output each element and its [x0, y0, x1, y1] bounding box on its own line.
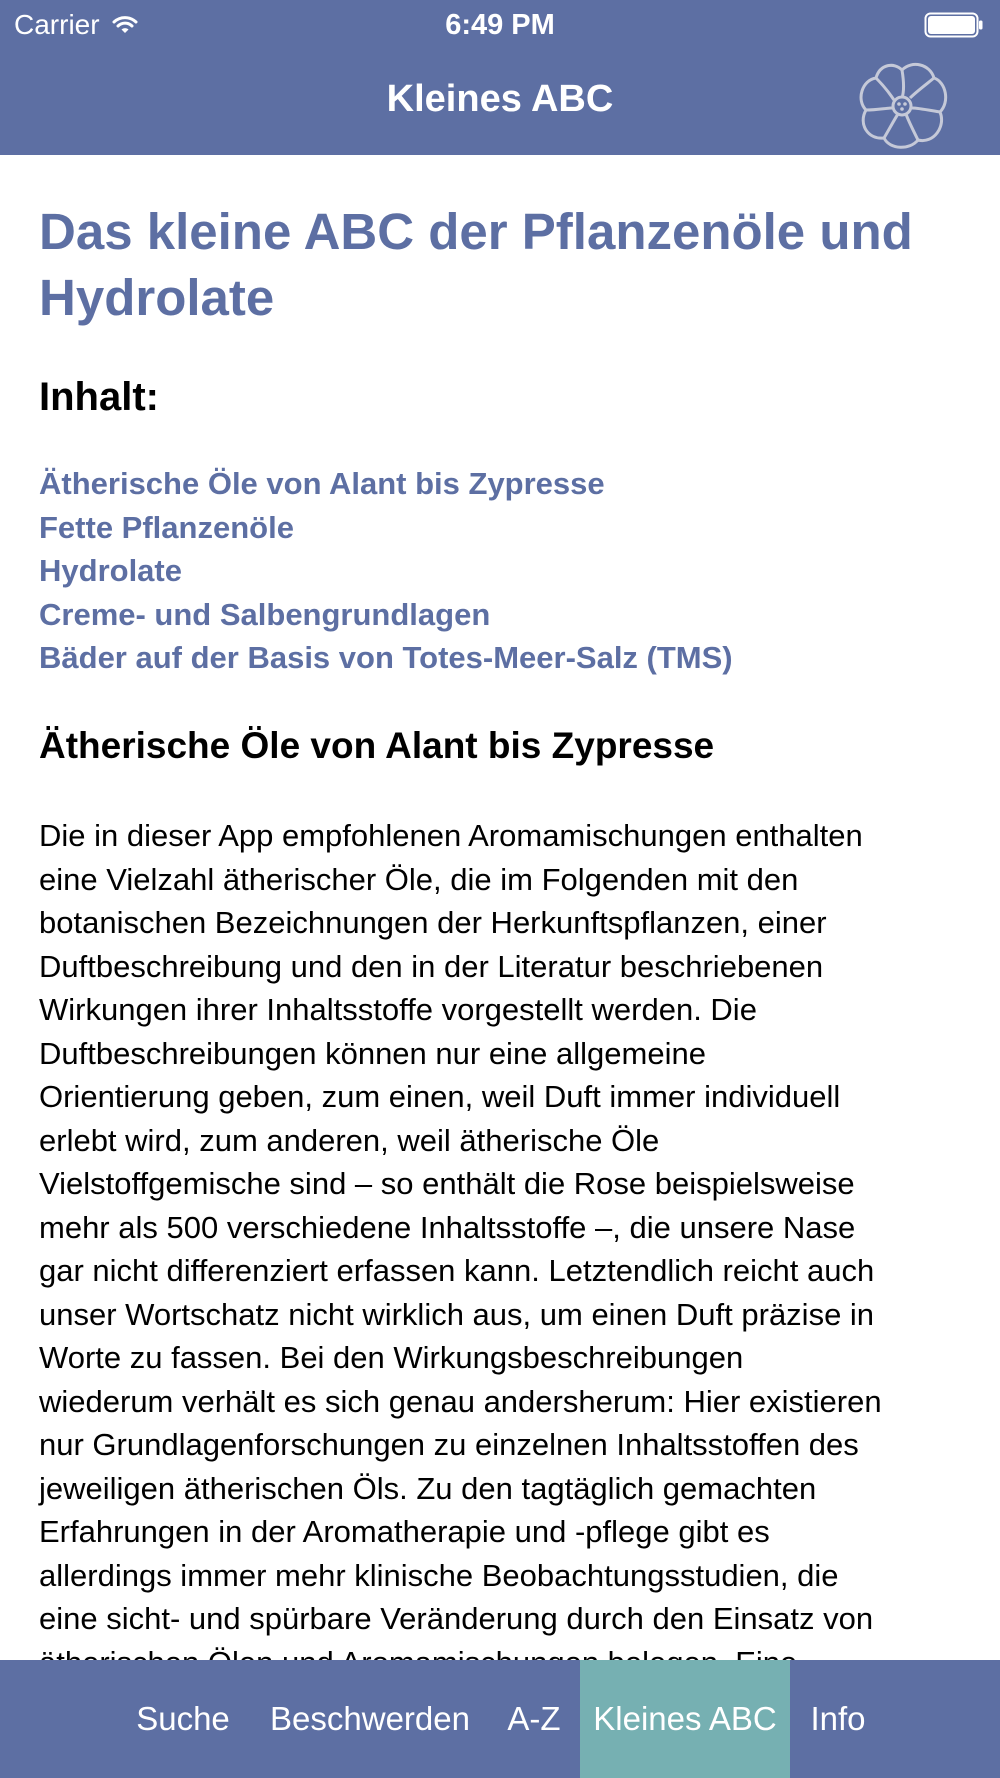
tab-beschwerden[interactable]: Beschwerden: [270, 1700, 470, 1737]
body-line: nur Grundlagenforschungen zu einzelnen Inhaltsstoffen des: [39, 1427, 859, 1462]
table-of-contents: [39, 462, 733, 680]
body-line: erlebt wird, zum anderen, weil ätherische Öle: [39, 1122, 660, 1158]
body-line: allerdings immer mehr klinische Beobachtungsstudien, die: [39, 1557, 839, 1593]
page-title: Das kleine ABC der Pflanzenöle und Hydrolate: [39, 203, 913, 326]
status-time: 6:49 PM: [445, 9, 555, 41]
body-line: Die in dieser App empfohlenen Aromamischungen enthalten: [39, 818, 863, 853]
body-line: unser Wortschatz nicht wirklich aus, um einen Duft präzise in: [39, 1296, 875, 1332]
body-line: Duftbeschreibungen können nur eine allgemeine: [39, 1035, 706, 1071]
navigation-bar: [0, 50, 1000, 155]
body-line: Wirkungen ihrer Inhaltsstoffe vorgestellt werden. Die: [39, 992, 757, 1027]
carrier-label: Carrier: [14, 9, 100, 40]
flower-logo-icon: [852, 54, 952, 154]
body-line: botanischen Bezeichnungen der Herkunftspflanzen, einer: [39, 905, 827, 940]
tab-kleines-abc[interactable]: Kleines ABC: [580, 1660, 790, 1778]
status-bar: [0, 0, 1000, 50]
body-paragraph: [39, 814, 969, 1684]
body-line: Erfahrungen in der Aromatherapie und -pflege gibt es: [39, 1514, 770, 1549]
tab-info[interactable]: Info: [810, 1700, 866, 1737]
tab-suche[interactable]: Suche: [136, 1700, 230, 1737]
toc-link-creme-salbengrundlagen[interactable]: Creme- und Salbengrundlagen: [39, 596, 491, 632]
toc-link-aetherische-oele[interactable]: Ätherische Öle von Alant bis Zypresse: [39, 466, 605, 501]
toc-link-baeder-tms[interactable]: Bäder auf der Basis von Totes-Meer-Salz (TMS): [39, 640, 733, 675]
toc-heading: Inhalt:: [39, 375, 159, 419]
content-area[interactable]: [0, 155, 1000, 1660]
body-line: eine Vielzahl ätherischer Öle, die im Folgenden mit den: [39, 861, 799, 897]
toc-link-hydrolate[interactable]: Hydrolate: [39, 553, 182, 588]
toc-link-fette-pflanzenoele[interactable]: Fette Pflanzenöle: [39, 509, 294, 545]
body-line: gar nicht differenziert erfassen kann. Letztendlich reicht auch: [39, 1253, 875, 1288]
header: [0, 0, 1000, 155]
body-line: jeweiligen ätherischen Öls. Zu den tagtäglich gemachten: [39, 1470, 817, 1506]
body-line: Duftbeschreibung und den in der Literatur beschriebenen: [39, 948, 824, 984]
body-line: Worte zu fassen. Bei den Wirkungsbeschreibungen: [39, 1340, 744, 1375]
tab-bar: [0, 1660, 1000, 1778]
body-line: mehr als 500 verschiedene Inhaltsstoffe –, die unsere Nase: [39, 1209, 856, 1245]
nav-title: Kleines ABC: [386, 78, 614, 120]
section-heading: Ätherische Öle von Alant bis Zypresse: [39, 725, 715, 766]
body-line: eine sicht- und spürbare Veränderung durch den Einsatz von: [39, 1601, 874, 1636]
tab-a-z[interactable]: A-Z: [507, 1700, 561, 1737]
body-line: Orientierung geben, zum einen, weil Duft immer individuell: [39, 1079, 841, 1114]
body-line: Vielstoffgemische sind – so enthält die Rose beispielsweise: [39, 1166, 855, 1201]
battery-icon: [924, 12, 984, 38]
body-line: wiederum verhält es sich genau andersherum: Hier existieren: [39, 1383, 882, 1419]
